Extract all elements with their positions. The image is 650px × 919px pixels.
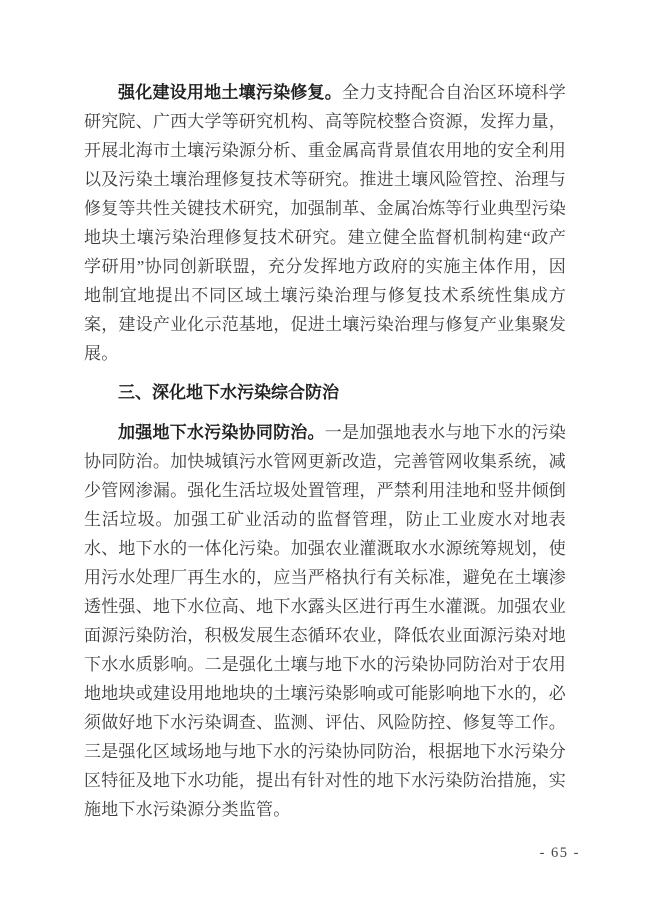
paragraph-lead-bold: 加强地下水污染协同防治。 (118, 423, 325, 442)
paragraph-lead-bold: 强化建设用地土壤污染修复。 (118, 83, 343, 102)
paragraph-soil-remediation (84, 78, 566, 368)
document-content (84, 78, 566, 824)
paragraph-body-text: 全力支持配合自治区环境科学研究院、广西大学等研究机构、高等院校整合资源，发挥力量，开展北海市土壤污染源分析、重金属高背景值农用地的安全利用以及污染土壤治理修复技术等研究。推进土壤风险管控、治理与修复等共性关键技术研究，加强制革、金属冶炼等行业典型污染地块土壤污染治理修复技术研究。建立健全监督机制构建“政产学研用”协同创新联盟，充分发挥地方政府的实施主体作用，因地制宜地提出不同区域土壤污染治理与修复技术系统性集成方案，建设产业化示范基地，促进土壤污染治理与修复产业集聚发展。 (84, 83, 566, 363)
section-heading-groundwater: 三、深化地下水污染综合防治 (118, 383, 339, 402)
paragraph-groundwater-prevention (84, 418, 566, 824)
page-number: - 65 - (539, 845, 580, 861)
paragraph-body-text: 一是加强地表水与地下水的污染协同防治。加快城镇污水管网更新改造，完善管网收集系统，减少管网渗漏。强化生活垃圾处置管理，严禁利用洼地和竖井倾倒生活垃圾。加强工矿业活动的监督管理，防止工业废水对地表水、地下水的一体化污染。加强农业灌溉取水水源统筹规划，使用污水处理厂再生水的，应当严格执行有关标准，避免在土壤渗透性强、地下水位高、地下水露头区进行再生水灌溉。加强农业面源污染防治，积极发展生态循环农业，降低农业面源污染对地下水水质影响。二是强化土壤与地下水的污染协同防治对于农用地地块或建设用地地块的土壤污染影响或可能影响地下水的，必须做好地下水污染调查、监测、评估、风险防控、修复等工作。三是强化区域场地与地下水的污染协同防治，根据地下水污染分区特征及地下水功能，提出有针对性的地下水污染防治措施，实施地下水污染源分类监管。 (84, 423, 566, 819)
